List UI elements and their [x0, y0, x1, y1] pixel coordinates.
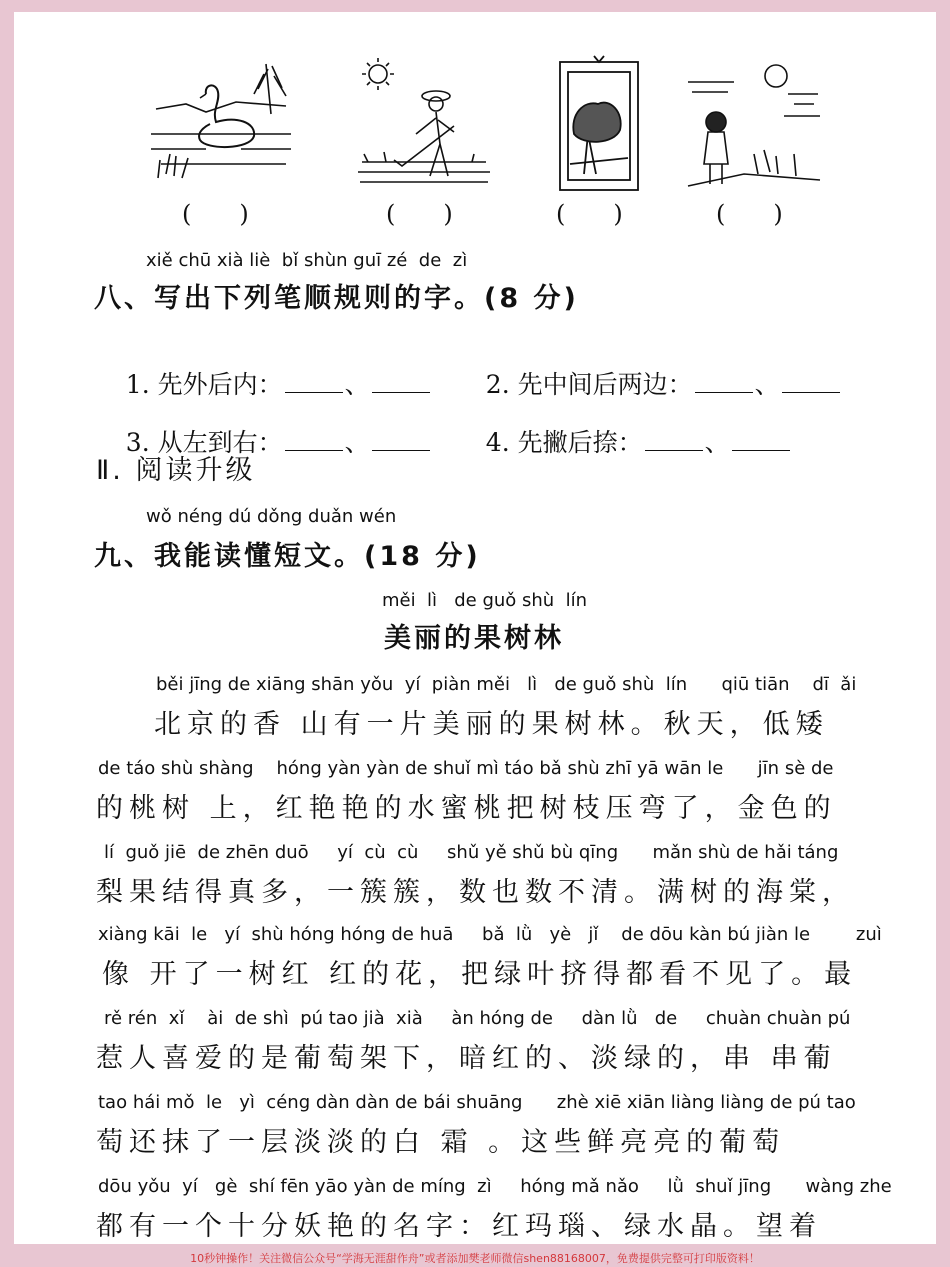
swan-lake-icon: [146, 54, 296, 194]
passage-pinyin-line: de táo shù shàng hóng yàn yàn de shuǐ mì táo bǎ shù zhī yā wān le jīn sè de: [98, 758, 834, 779]
passage-pinyin-line: rě rén xǐ ài de shì pú tao jià xià àn hóng de dàn lǜ de chuàn chuàn pú: [104, 1008, 851, 1029]
boy-moon-night-icon: [684, 54, 824, 194]
passage-title-pinyin: měi lì de guǒ shù lín: [382, 590, 588, 611]
answer-blank[interactable]: [372, 430, 430, 451]
passage-pinyin-line: tao hái mǒ le yì céng dàn dàn de bái shuāng zhè xiē xiān liàng liàng de pú tao: [98, 1092, 856, 1113]
worksheet-page: [14, 12, 936, 1244]
section8-title: 八、写出下列笔顺规则的字。(8 分): [94, 283, 579, 314]
answer-paren-1[interactable]: ( ): [182, 200, 249, 228]
answer-blank[interactable]: [285, 372, 343, 393]
answer-blank[interactable]: [732, 430, 790, 451]
passage-pinyin-line: běi jīng de xiāng shān yǒu yí piàn měi lì de guǒ shù lín qiū tiān dī ǎi: [156, 674, 857, 695]
stroke-rule-item-4: [454, 394, 792, 488]
section9-title: 九、我能读懂短文。(18 分): [94, 541, 481, 572]
passage-pinyin-line: lí guǒ jiē de zhēn duō yí cù cù shǔ yě shǔ bù qīng mǎn shù de hǎi táng: [104, 842, 839, 863]
blank-separator: 、: [344, 370, 370, 399]
passage-text-line: 都有一个十分妖艳的名字：红玛瑙、绿水晶。望着: [96, 1211, 822, 1242]
blank-separator: 、: [754, 370, 780, 399]
passage-pinyin-line: xiàng kāi le yí shù hóng hóng de huā bǎ lǜ yè jǐ de dōu kàn bú jiàn le zuì: [98, 924, 882, 945]
passage-text-line: 的桃树 上，红艳艳的水蜜桃把树枝压弯了，金色的: [96, 793, 837, 824]
answer-blank[interactable]: [782, 372, 840, 393]
passage-text-line: 像 开了一树红 红的花，把绿叶挤得都看不见了。最: [102, 959, 858, 990]
stroke-rule-label-2: 2. 先中间后两边：: [485, 370, 693, 399]
passage-text-line: 惹人喜爱的是葡萄架下，暗红的、淡绿的，串 串葡: [96, 1043, 837, 1074]
stroke-rule-label-3: 3. 从左到右：: [125, 428, 283, 457]
answer-blank[interactable]: [372, 372, 430, 393]
passage-text-line: 梨果结得真多，一簇簇，数也数不清。满树的海棠，: [96, 877, 855, 908]
passage-title: 美丽的果树林: [384, 623, 564, 654]
answer-paren-4[interactable]: ( ): [716, 200, 783, 228]
passage-pinyin-line: dōu yǒu yí gè shí fēn yāo yàn de míng zì hóng mǎ nǎo lǜ shuǐ jīng wàng zhe: [98, 1176, 892, 1197]
picture-row: [14, 12, 936, 242]
answer-blank[interactable]: [695, 372, 753, 393]
stroke-rule-label-4: 4. 先撇后捺：: [485, 428, 643, 457]
answer-blank[interactable]: [285, 430, 343, 451]
answer-paren-3[interactable]: ( ): [556, 200, 623, 228]
blank-separator: 、: [704, 428, 730, 457]
section9-pinyin: wǒ néng dú dǒng duǎn wén: [146, 506, 397, 527]
stroke-rule-label-1: 1. 先外后内：: [125, 370, 283, 399]
answer-paren-2[interactable]: ( ): [386, 200, 453, 228]
passage-text-line: 北京的香 山有一片美丽的果树林。秋天，低矮: [154, 709, 829, 740]
blank-separator: 、: [344, 428, 370, 457]
farmer-hoeing-icon: [354, 54, 494, 194]
part2-title: Ⅱ. 阅读升级: [96, 455, 256, 486]
promo-footer: 10秒钟操作！关注微信公众号“学海无涯甜作舟”或者添加樊老师微信shen88168007，免费提供完整可打印版资料！: [190, 1252, 760, 1265]
answer-blank[interactable]: [645, 430, 703, 451]
framed-tree-painting-icon: [554, 54, 644, 194]
passage-text-line: 萄还抹了一层淡淡的白 霜 。这些鲜亮亮的葡萄: [96, 1127, 786, 1158]
section8-pinyin: xiě chū xià liè bǐ shùn guī zé de zì: [146, 250, 468, 271]
